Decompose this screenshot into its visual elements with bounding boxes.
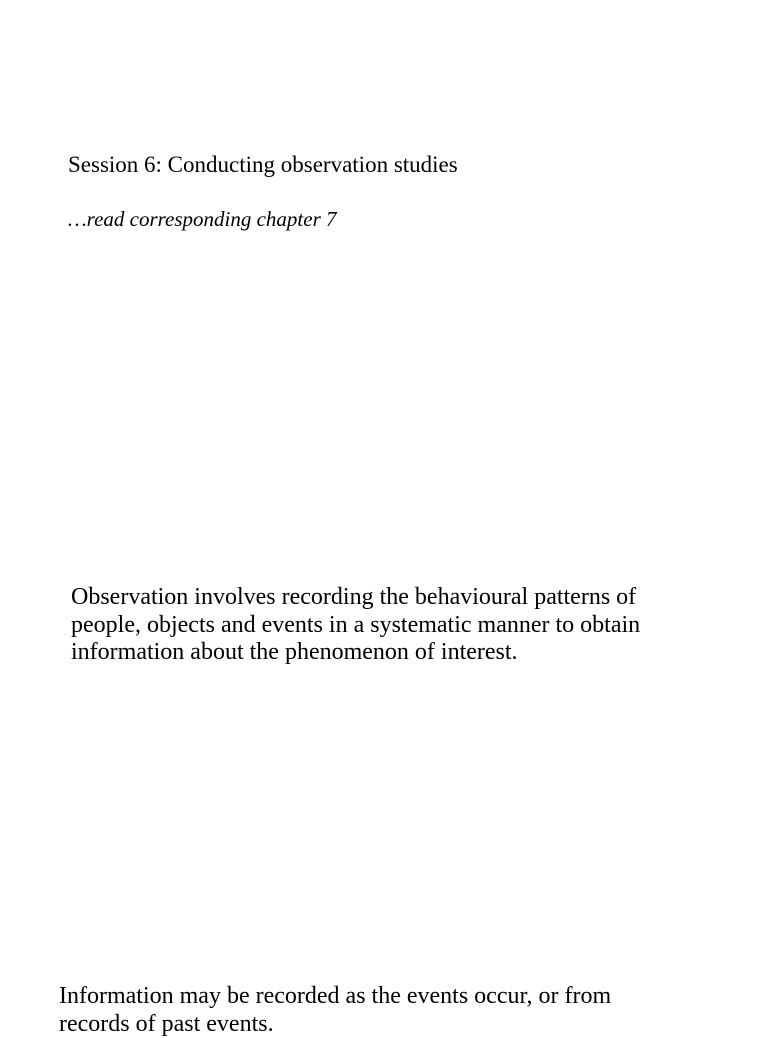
chapter-reference: …read corresponding chapter 7 [68, 206, 337, 232]
paragraph-line: Observation involves recording the behavioural patterns of [71, 584, 640, 612]
definition-paragraph [71, 584, 640, 667]
page-title: Session 6: Conducting observation studies [68, 151, 458, 179]
paragraph-line: Information may be recorded as the events occur, or from [59, 983, 611, 1011]
paragraph-line: information about the phenomenon of interest. [71, 639, 640, 667]
paragraph-line: records of past events. [59, 1011, 611, 1038]
paragraph-line: people, objects and events in a systematic manner to obtain [71, 612, 640, 640]
recording-paragraph [59, 983, 611, 1038]
